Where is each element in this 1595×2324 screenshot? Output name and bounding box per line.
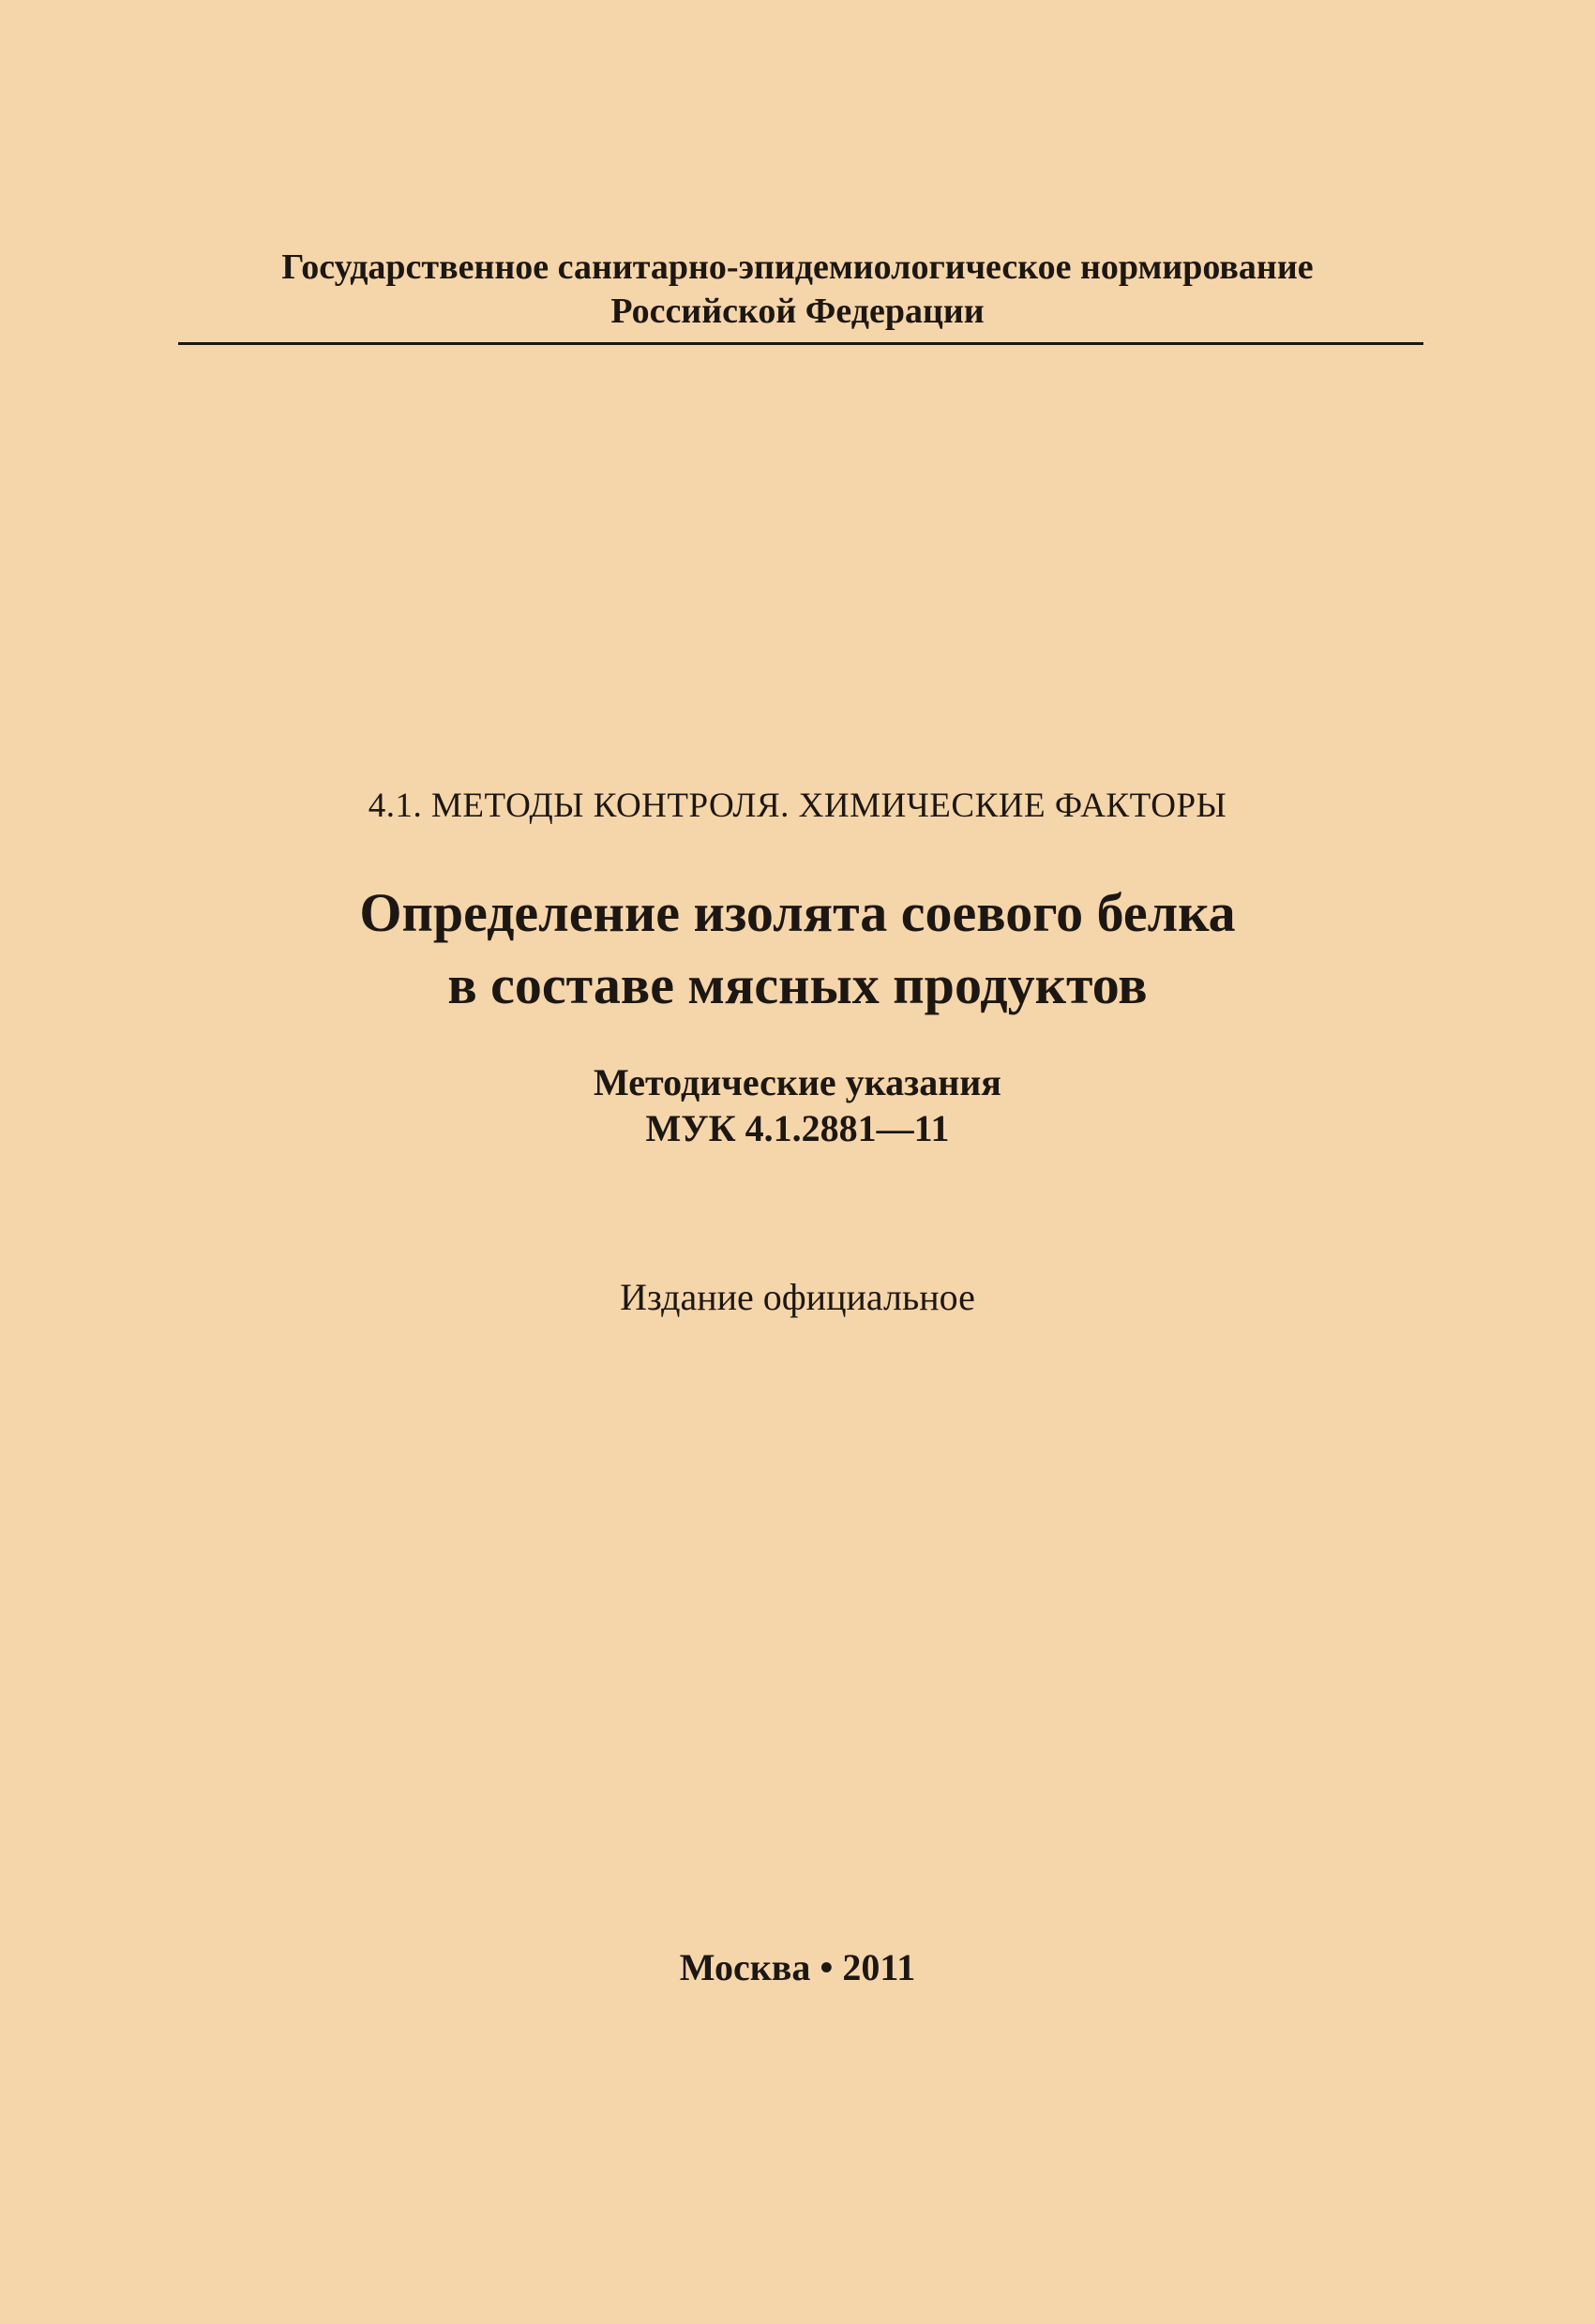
document-type-label: Методические указания: [594, 1061, 1001, 1103]
title-line-2: в составе мясных продуктов: [447, 954, 1148, 1015]
issuing-authority-header: [0, 246, 1595, 334]
place-and-year: Москва • 2011: [679, 1946, 916, 1988]
header-divider: [178, 342, 1423, 345]
title-line-1: Определение изолята соевого белка: [359, 882, 1236, 943]
edition-label: Издание официальное: [620, 1276, 975, 1318]
document-type: [0, 1059, 1595, 1151]
document-title: [0, 877, 1595, 1021]
document-code: МУК 4.1.2881—11: [645, 1107, 950, 1149]
header-line-2: Российской Федерации: [610, 292, 985, 331]
header-line-1: Государственное санитарно-эпидемиологическое нормирование: [281, 247, 1314, 287]
series-heading: 4.1. МЕТОДЫ КОНТРОЛЯ. ХИМИЧЕСКИЕ ФАКТОРЫ: [368, 787, 1227, 825]
